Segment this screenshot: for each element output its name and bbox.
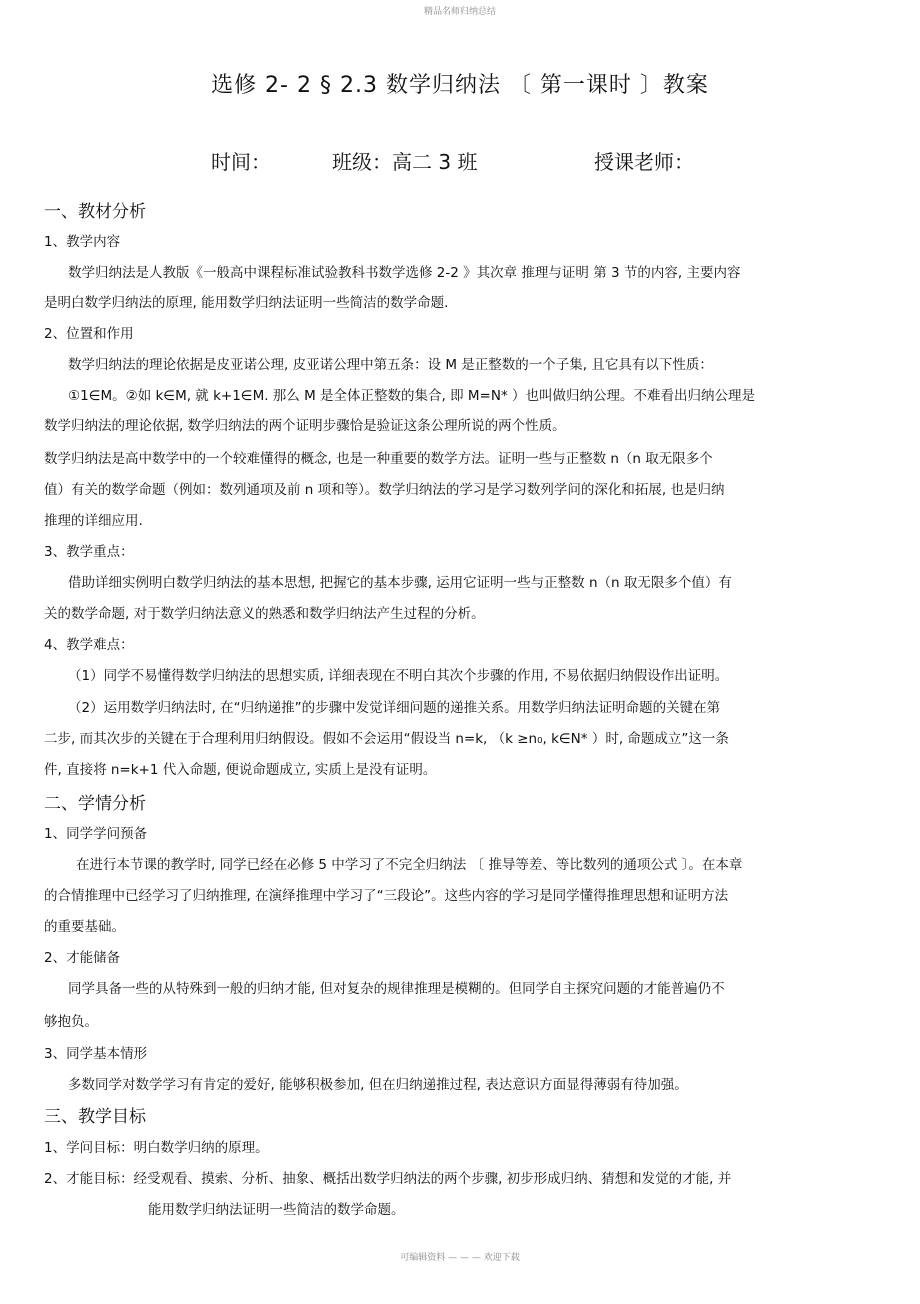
paragraph-line: 数学归纳法的理论依据是皮亚诺公理, 皮亚诺公理中第五条：设 M 是正整数的一个子集, 且它具有以下性质：	[68, 357, 713, 373]
page-footer-note: 可编辑资料 — — — 欢迎下载	[400, 1253, 520, 1263]
subheading-difficulties: 4、教学难点：	[44, 637, 134, 653]
time-label: 时间：	[211, 150, 271, 174]
paragraph-line: 的重要基础。	[44, 919, 125, 935]
section-heading-textbook-analysis: 一、教材分析	[44, 202, 146, 222]
subheading-teaching-content: 1、教学内容	[44, 234, 121, 250]
subheading-prior-knowledge: 1、同学学问预备	[44, 826, 148, 842]
paragraph-line: 能用数学归纳法证明一些简洁的数学命题。	[148, 1202, 405, 1218]
class-label: 班级：高二 3 班	[332, 150, 478, 174]
paragraph-line: 数学归纳法是高中数学中的一个较难懂得的概念, 也是一种重要的数学方法。证明一些与正整数 n（n 取无限多个	[44, 451, 713, 467]
paragraph-line: 数学归纳法是人教版《一般高中课程标准试验教科书数学选修 2-2 》其次章 推理与证明 第 3 节的内容, 主要内容	[68, 265, 741, 281]
subheading-student-situation: 3、同学基本情形	[44, 1046, 148, 1062]
paragraph-line: 是明白数学归纳法的原理, 能用数学归纳法证明一些简洁的数学命题.	[44, 295, 449, 311]
paragraph-line: 借助详细实例明白数学归纳法的基本思想, 把握它的基本步骤, 运用它证明一些与正整数 n（n 取无限多个值）有	[68, 575, 732, 591]
paragraph-line: 在进行本节课的教学时, 同学已经在必修 5 中学习了不完全归纳法 〔 推导等差、等比数列的通项公式 〕。在本章	[76, 857, 743, 873]
subheading-ability-reserve: 2、才能储备	[44, 950, 121, 966]
paragraph-line: 多数同学对数学学习有肯定的爱好, 能够积极参加, 但在归纳递推过程, 表达意识方面显得薄弱有待加强。	[68, 1077, 688, 1093]
goal-knowledge: 1、学问目标：明白数学归纳的原理。	[44, 1140, 269, 1156]
paragraph-line: 的合情推理中已经学习了归纳推理, 在演绎推理中学习了“三段论”。这些内容的学习是同学懂得推理思想和证明方法	[44, 888, 729, 904]
paragraph-line: 件, 直接将 n=k+1 代入命题, 便说命题成立, 实质上是没有证明。	[44, 762, 437, 778]
paragraph-line: 同学具备一些的从特殊到一般的归纳才能, 但对复杂的规律推理是模糊的。但同学自主探究问题的才能普遍仍不	[68, 981, 725, 997]
paragraph-line: （2）运用数学归纳法时, 在“归纳递推”的步骤中发觉详细问题的递推关系。用数学归纳法证明命题的关键在第	[68, 700, 721, 716]
document-title: 选修 2- 2 § 2.3 数学归纳法 〔 第一课时 〕教案	[211, 73, 709, 98]
subheading-position-role: 2、位置和作用	[44, 326, 134, 342]
subheading-key-points: 3、教学重点：	[44, 544, 134, 560]
paragraph-line: ①1∈M。②如 k∈M, 就 k+1∈M. 那么 M 是全体正整数的集合, 即 M=N* ）也叫做归纳公理。不难看出归纳公理是	[68, 388, 756, 404]
paragraph-line: 数学归纳法的理论依据, 数学归纳法的两个证明步骤恰是验证这条公理所说的两个性质。	[44, 418, 566, 434]
paragraph-line: 关的数学命题, 对于数学归纳法意义的熟悉和数学归纳法产生过程的分析。	[44, 606, 485, 622]
goal-ability: 2、才能目标：经受观看、摸索、分析、抽象、概括出数学归纳法的两个步骤, 初步形成归纳、猜想和发觉的才能, 并	[44, 1171, 732, 1187]
section-heading-teaching-goals: 三、教学目标	[44, 1107, 146, 1127]
section-heading-student-analysis: 二、学情分析	[44, 794, 146, 814]
teacher-label: 授课老师：	[594, 150, 694, 174]
paragraph-line: 够抱负。	[44, 1014, 98, 1030]
paragraph-line: （1）同学不易懂得数学归纳法的思想实质, 详细表现在不明白其次个步骤的作用, 不易依据归纳假设作出证明。	[68, 668, 729, 684]
paragraph-line: 值）有关的数学命题（例如：数列通项及前 n 项和等）。数学归纳法的学习是学习数列学问的深化和拓展, 也是归纳	[44, 482, 725, 498]
paragraph-line: 二步, 而其次步的关键在于合理利用归纳假设。假如不会运用“假设当 n=k, （k ≥n₀, k∈N* ）时, 命题成立”这一条	[44, 731, 729, 747]
page-header-note: 精品名师归纳总结	[423, 7, 496, 17]
paragraph-line: 推理的详细应用.	[44, 513, 143, 529]
